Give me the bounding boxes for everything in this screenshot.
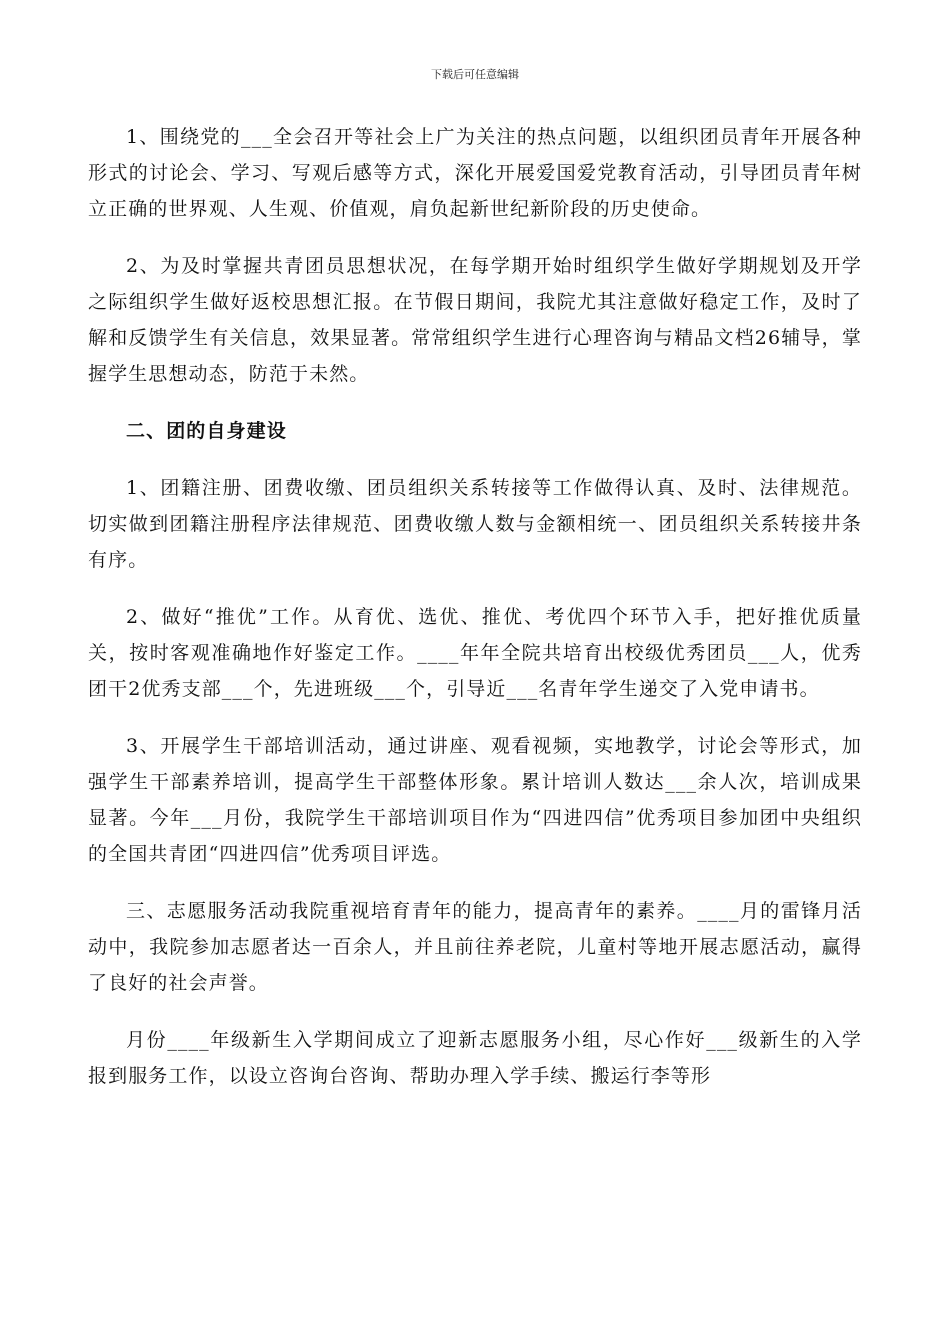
paragraph-2: 2、为及时掌握共青团员思想状况，在每学期开始时组织学生做好学期规划及开学之际组织学生做好返校思想汇报。在节假日期间，我院尤其注意做好稳定工作，及时了解和反馈学生有关信息，效果显著。常常组织学生进行心理咨询与精品文档26辅导，掌握学生思想动态，防范于未然。 bbox=[88, 255, 862, 385]
paragraph-3: 1、团籍注册、团费收缴、团员组织关系转接等工作做得认真、及时、法律规范。切实做到团籍注册程序法律规范、团费收缴人数与金额相统一、团员组织关系转接井条有序。 bbox=[88, 477, 862, 571]
document-body bbox=[88, 119, 862, 1094]
paragraph-6: 三、志愿服务活动我院重视培育青年的能力，提高青年的素养。____月的雷锋月活动中，我院参加志愿者达一百余人，并且前往养老院，儿童村等地开展志愿活动，赢得了良好的社会声誉。 bbox=[88, 900, 862, 994]
paragraph-4: 2、做好“推优”工作。从育优、选优、推优、考优四个环节入手，把好推优质量关，按时客观准确地作好鉴定工作。____年年全院共培育出校级优秀团员___人，优秀团干2优秀支部___个，先进班级___个，引导近___名青年学生递交了入党申请书。 bbox=[88, 606, 862, 700]
section-heading: 二、团的自身建设 bbox=[126, 420, 287, 442]
paragraph-1: 1、围绕党的___全会召开等社会上广为关注的热点问题，以组织团员青年开展各种形式的讨论会、学习、写观后感等方式，深化开展爱国爱党教育活动，引导团员青年树立正确的世界观、人生观、价值观，肩负起新世纪新阶段的历史使命。 bbox=[88, 126, 862, 220]
paragraph-7: 月份____年级新生入学期间成立了迎新志愿服务小组，尽心作好___级新生的入学报到服务工作，以设立咨询台咨询、帮助办理入学手续、搬运行李等形 bbox=[88, 1029, 862, 1087]
page-header: 下载后可任意编辑 bbox=[431, 68, 519, 81]
paragraph-5: 3、开展学生干部培训活动，通过讲座、观看视频，实地教学，讨论会等形式，加强学生干部素养培训，提高学生干部整体形象。累计培训人数达___余人次，培训成果显著。今年___月份，我院学生干部培训项目作为“四进四信”优秀项目参加团中央组织的全国共青团“四进四信”优秀项目评选。 bbox=[88, 735, 862, 865]
